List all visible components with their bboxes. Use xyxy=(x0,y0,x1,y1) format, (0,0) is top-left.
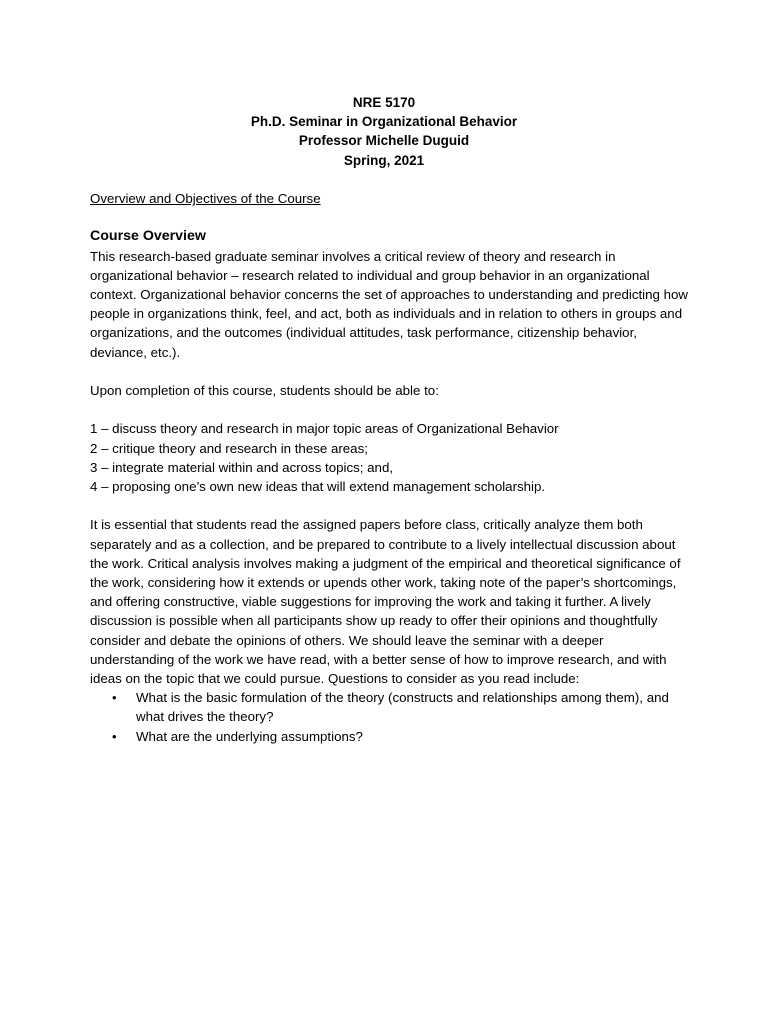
objectives-list xyxy=(90,419,690,496)
objective-item: 2 – critique theory and research in these areas; xyxy=(90,440,368,456)
question-item xyxy=(90,688,690,726)
question-text: What are the underlying assumptions? xyxy=(136,728,363,744)
question-text: What is the basic formulation of the theory (constructs and relationships among them), and what drives the theory? xyxy=(136,690,669,725)
term: Spring, 2021 xyxy=(343,152,425,168)
title-block xyxy=(0,93,768,170)
course-code: NRE 5170 xyxy=(352,95,416,110)
questions-list xyxy=(90,688,690,746)
bullet-icon: • xyxy=(112,690,117,706)
section-heading: Overview and Objectives of the Course xyxy=(90,191,321,206)
course-title: Ph.D. Seminar in Organizational Behavior xyxy=(250,114,518,130)
objective-item: 3 – integrate material within and across topics; and, xyxy=(90,459,394,475)
course-overview-paragraph: This research-based graduate seminar involves a critical review of theory and research in organizational behavior – research related to individual and group behavior in an organizational context. Organizational behavior concerns the set of approaches to understanding and predicting how people in organizations think, feel, and act, both as individuals and in relation to others in groups and organizations, and the outcomes (individual attitudes, task performance, citizenship behavior, deviance, etc.). xyxy=(90,248,689,360)
objective-item: 1 – discuss theory and research in major topic areas of Organizational Behavior xyxy=(90,421,559,437)
professor-name: Professor Michelle Duguid xyxy=(298,133,470,149)
document-body xyxy=(90,189,690,746)
bullet-icon: • xyxy=(112,728,117,744)
objective-item: 4 – proposing one’s own new ideas that will extend management scholarship. xyxy=(90,478,546,494)
question-item xyxy=(90,727,690,746)
expectations-paragraph: It is essential that students read the assigned papers before class, critically analyze them both separately and as a collection, and be prepared to contribute to a lively intellectual discussion about the work. Critical analysis involves making a judgment of the empirical and theoretical significance of the work, considering how it extends or upends other work, taking note of the paper’s shortcomings, and offering constructive, viable suggestions for improving the work and taking it further. A lively discussion is possible when all participants show up ready to offer their opinions and thoughtfully consider and debate the opinions of others. We should leave the seminar with a deeper understanding of the work we have read, with a better sense of how to improve research, and with ideas on the topic that we could pursue. Questions to consider as you read include: xyxy=(90,517,681,686)
objectives-intro: Upon completion of this course, students should be able to: xyxy=(90,382,439,398)
course-overview-heading: Course Overview xyxy=(90,228,206,245)
